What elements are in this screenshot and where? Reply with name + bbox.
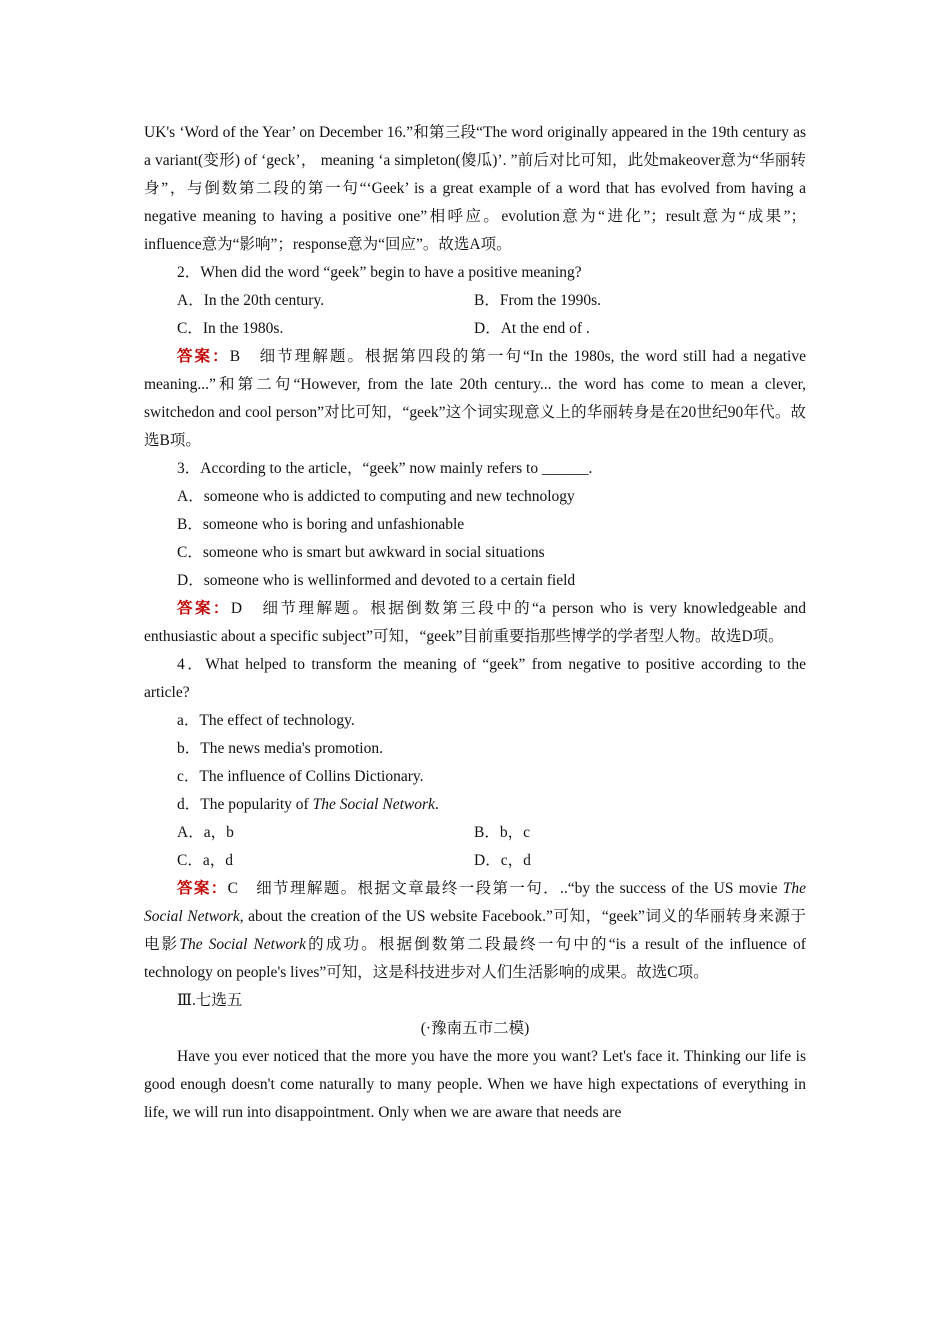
q4-item-d-title: The Social Netw <box>312 796 415 813</box>
q4-option-d: D．c，d <box>474 852 531 869</box>
q3-option-a: A．someone who is addicted to computing and new technology <box>177 488 575 505</box>
q4-answer-movie2: The Social Network <box>179 936 306 953</box>
answer-label: 答案： <box>177 880 228 897</box>
q3-option-b: B．someone who is boring and unfashionable <box>177 516 465 533</box>
q3-option-d: D．someone who is wellinformed and devoted to a certain field <box>177 572 576 589</box>
q2-option-b: B．From the 1990s. <box>474 292 602 309</box>
q3-question: 3．According to the article，“geek” now mainly refers to ______. <box>177 460 593 477</box>
q4-answer-part2: , about the creation of the US website Facebook.”可知，“geek”词义的华丽转身来源于电影 <box>144 908 806 953</box>
q4-item-b: b．The news media's promotion. <box>177 740 383 757</box>
q2-options-row2 <box>144 315 806 343</box>
q4-option-a: A．a，b <box>177 824 234 841</box>
q4-item-a: a．The effect of technology. <box>177 712 355 729</box>
q4-item-d-suffix: . <box>434 796 439 813</box>
q2-answer-text: B 细节理解题。根据第四段的第一句“In the 1980s, the word still had a negative meaning...”和第二句“However, from the late 20th century... the word has come to mean a clever, switchedon and cool person”对比可知，“geek”这个词实现意义上的华丽转身是在20世纪90年代。故选B项。 <box>144 348 806 449</box>
q4-answer <box>144 875 806 987</box>
q2-options-row1 <box>144 287 806 315</box>
q4-item-d <box>144 791 806 819</box>
section-heading: Ⅲ.七选五 <box>177 992 243 1009</box>
q4-answer-part3: 的成功。根据倒数第二段最终一句中的“is a result of the influence of technology on people's lives”可知，这是科技进步对人们生活影响的成果。故选C项。 <box>144 936 806 981</box>
q3-option-c: C．someone who is smart but awkward in social situations <box>177 544 545 561</box>
q2-answer <box>144 343 806 455</box>
section-source: (·豫南五市二模) <box>420 1020 530 1037</box>
q2-option-a: A．In the 20th century. <box>177 292 325 309</box>
passage-text: Have you ever noticed that the more you have the more you want? Let's face it. Thinking our life is good enough doesn't come naturally to many people. When we have high expectations of everything in life, we will run into disappointment. Only when we are aware that needs are <box>144 1048 806 1121</box>
answer-label: 答案： <box>177 348 230 365</box>
q4-item-c: c．The influence of Collins Dictionary. <box>177 768 424 785</box>
document-page <box>144 119 806 1127</box>
q2-option-d: D．At the end of . <box>474 320 590 337</box>
q4-item-d-prefix: d．The popularity of <box>177 796 313 813</box>
q3-answer-text: D 细节理解题。根据倒数第三段中的“a person who is very knowledgeable and enthusiastic about a specific subject”可知，“geek”目前重要指那些博学的学者型人物。故选D项。 <box>144 600 806 645</box>
q3-answer <box>144 595 806 651</box>
q4-answer-movie1: The Social Network <box>144 880 806 925</box>
q2-question: 2．When did the word “geek” begin to have a positive meaning? <box>177 264 582 281</box>
q4-options-row2 <box>144 847 806 875</box>
q4-option-b: B．b，c <box>474 824 530 841</box>
q4-option-c: C．a，d <box>177 852 233 869</box>
answer-label: 答案： <box>177 600 231 617</box>
q4-options-row1 <box>144 819 806 847</box>
q4-item-d-title-end: ork <box>414 796 435 813</box>
q1-explanation: UK's ‘Word of the Year’ on December 16.”和第三段“The word originally appeared in the 19th century as a variant(变形) of ‘geck’， meaning ‘a simpleton(傻瓜)’. ”前后对比可知，此处makeover意为“华丽转身”，与倒数第二段的第一句“‘Geek’ is a great example of a word that has evolved from having a negative meaning to having a positive one”相呼应。evolution意为“进化”；result意为“成果”；influence意为“影响”；response意为“回应”。故选A项。 <box>144 124 806 253</box>
q2-option-c: C．In the 1980s. <box>177 320 284 337</box>
q4-question: 4．What helped to transform the meaning of “geek” from negative to positive according to the article? <box>144 656 806 701</box>
q4-answer-part1: C 细节理解题。根据文章最终一段第一句．..“by the success of the US movie <box>227 880 783 897</box>
